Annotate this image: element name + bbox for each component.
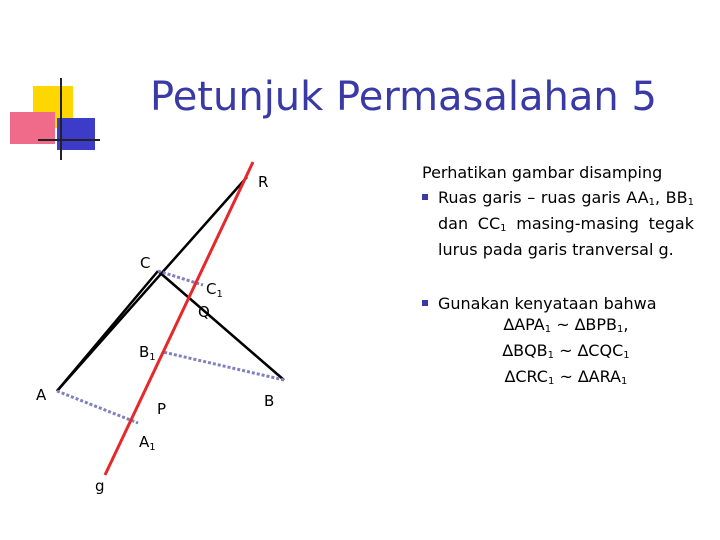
perpendicular-B-B1 xyxy=(163,352,284,380)
similarity-line-3: $\Delta CRC_1$ ~ $\Delta ARA_1$ xyxy=(504,367,628,387)
geometry-figure xyxy=(0,150,400,540)
slide-title: Petunjuk Permasalahan 5 xyxy=(150,74,657,120)
label-Q: Q xyxy=(198,303,210,321)
label-A: A xyxy=(36,386,47,404)
label-R: R xyxy=(258,173,269,191)
transversal-line-g xyxy=(105,162,253,475)
intro-text: Perhatikan gambar disamping xyxy=(422,163,663,182)
bullet-square-icon xyxy=(422,300,428,306)
similarity-line-1: $\Delta APA_1$ ~ $\Delta BPB_1$, xyxy=(503,315,629,335)
slide-logo xyxy=(0,0,110,170)
bullet-item-1: Ruas garis – ruas garis $AA_1$, $BB_1$ dan $CC_1$ masing-masing tegak lurus pada garis tranversal g. xyxy=(422,187,694,260)
label-g: g xyxy=(95,477,105,495)
bullet-square-icon xyxy=(422,194,428,200)
label-B: B xyxy=(264,392,275,410)
label-C: C xyxy=(140,254,151,272)
perpendicular-A-A1 xyxy=(57,391,138,423)
label-B1: $B_1$ xyxy=(139,343,156,363)
label-A1: $A_1$ xyxy=(139,433,156,453)
bullet-item-2 xyxy=(422,293,694,392)
label-C1: $C_1$ xyxy=(206,280,223,300)
similarity-line-2: $\Delta BQB_1$ ~ $\Delta CQC_1$ xyxy=(502,341,630,361)
logo-blue-square xyxy=(57,118,95,150)
bullet2-intro: Gunakan kenyataan bahwa xyxy=(438,294,657,313)
label-P: P xyxy=(157,400,167,418)
content-panel xyxy=(422,162,694,392)
